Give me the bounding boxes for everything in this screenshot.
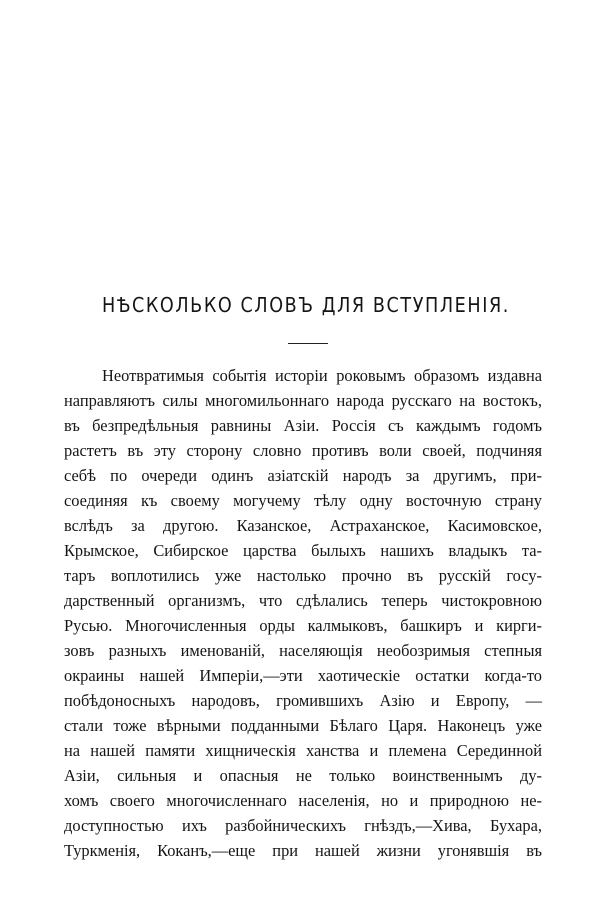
paragraph-line: дарственный организмъ, что сдѣлались теперь чистокровною: [64, 591, 542, 610]
paragraph-line: на нашей памяти хищническія ханства и племена Серединной: [64, 741, 542, 760]
paragraph-line: окраины нашей Имперіи,—эти хаотическіе остатки когда-то: [64, 666, 542, 685]
paragraph-line: зовъ разныхъ именованій, населяющія необозримыя степныя: [64, 641, 542, 660]
paragraph-line: побѣдоносныхъ народовъ, громившихъ Азію и Европу, —: [64, 691, 542, 710]
paragraph-line: растетъ въ эту сторону словно противъ воли своей, подчиняя: [64, 441, 542, 460]
paragraph-line: доступностью ихъ разбойническихъ гнѣздъ,—Хива, Бухара,: [64, 816, 542, 835]
paragraph-line: вслѣдъ за другою. Казанское, Астраханское, Касимовское,: [64, 516, 542, 535]
paragraph-line: стали тоже вѣрными подданными Бѣлаго Царя. Наконецъ уже: [64, 716, 542, 735]
paragraph-line: въ безпредѣльныя равнины Азіи. Россія съ каждымъ годомъ: [64, 416, 542, 435]
paragraph-line: себѣ по очереди одинъ азіатскій народъ за другимъ, при-: [64, 466, 542, 485]
paragraph-line: Азіи, сильныя и опасныя не только воинственнымъ ду-: [64, 766, 542, 785]
body-paragraph: [64, 363, 542, 863]
paragraph-line: хомъ своего многочисленнаго населенія, но и природною не-: [64, 791, 542, 810]
paragraph-line: Крымское, Сибирское царства былыхъ нашихъ владыкъ та-: [64, 541, 542, 560]
paragraph-line: направляютъ силы многомильоннаго народа русскаго на востокъ,: [64, 391, 542, 410]
paragraph-line: Русью. Многочисленныя орды калмыковъ, башкиръ и кирги-: [64, 616, 542, 635]
heading-divider: [288, 343, 328, 344]
paragraph-line: Неотвратимыя событія исторіи роковымъ образомъ издавна: [102, 366, 542, 385]
paragraph-line: соединяя къ своему могучему тѣлу одну восточную страну: [64, 491, 542, 510]
paragraph-line: Туркменія, Коканъ,—еще при нашей жизни угонявшія въ: [64, 841, 542, 860]
paragraph-line: таръ воплотились уже настолько прочно въ русскій госу-: [64, 566, 542, 585]
chapter-heading: НѢСКОЛЬКО СЛОВЪ ДЛЯ ВСТУПЛЕНІЯ.: [102, 293, 510, 317]
